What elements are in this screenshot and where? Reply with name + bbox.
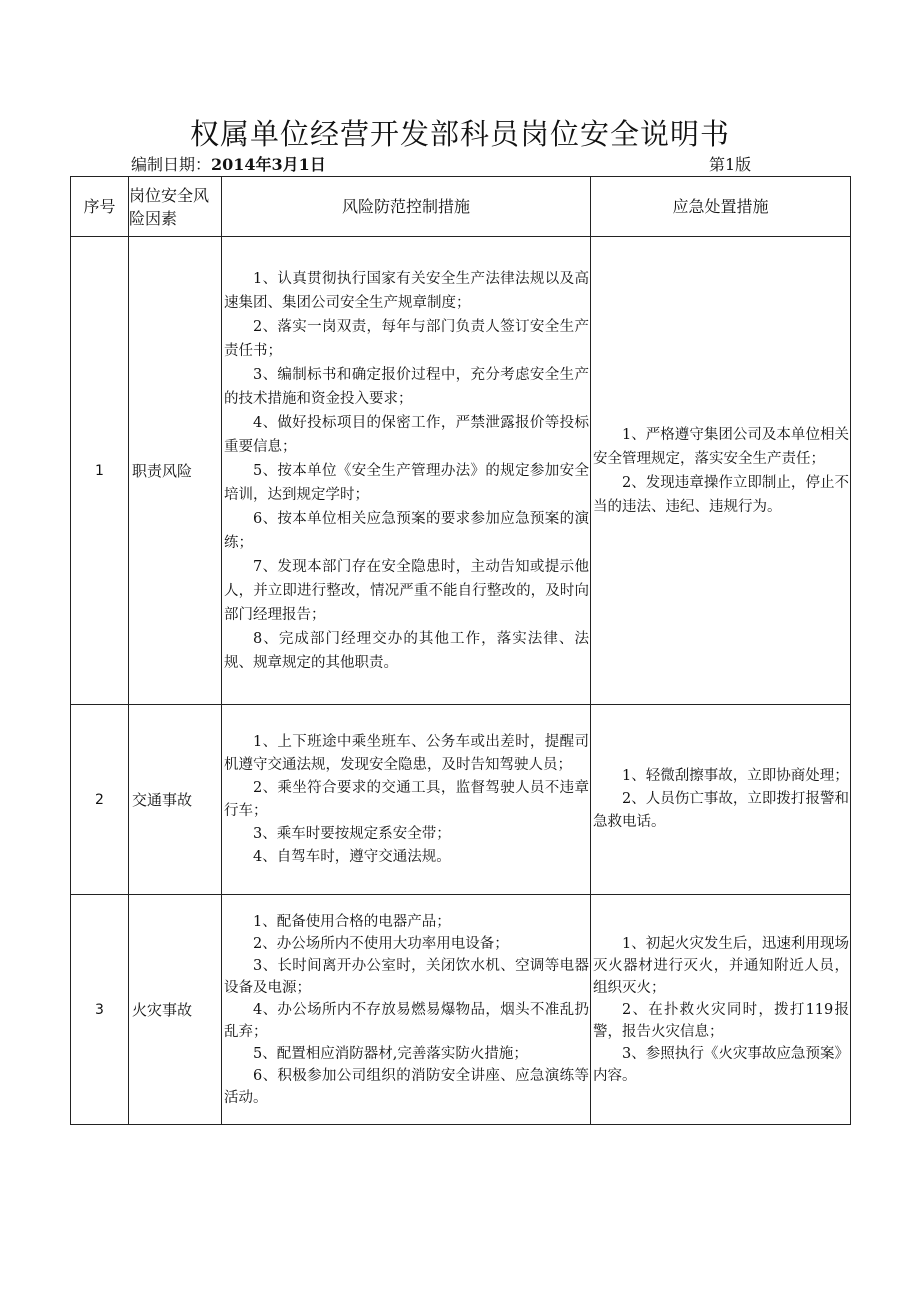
emergency-item: 1、初起火灾发生后，迅速利用现场灭火器材进行灭火，并通知附近人员，组织灭火；	[593, 935, 849, 996]
table-row	[71, 237, 851, 705]
row-number: 2	[71, 705, 129, 895]
measure-item: 4、办公场所内不存放易燃易爆物品，烟头不准乱扔乱弃；	[224, 1001, 589, 1040]
measure-item: 1、认真贯彻执行国家有关安全生产法律法规以及高速集团、集团公司安全生产规章制度；	[224, 270, 589, 311]
risk-factor: 火灾事故	[129, 895, 222, 1125]
measure-item: 7、发现本部门存在安全隐患时，主动告知或提示他人，并立即进行整改，情况严重不能自行整改的，及时向部门经理报告；	[224, 558, 589, 623]
header-risk-factor: 岗位安全风险因素	[129, 177, 222, 237]
table-row	[71, 705, 851, 895]
emergency-item: 2、发现违章操作立即制止，停止不当的违法、违纪、违规行为。	[593, 474, 849, 515]
compile-date	[131, 152, 326, 175]
compile-date-value: 2014年3月1日	[211, 155, 326, 174]
measure-item: 5、按本单位《安全生产管理办法》的规定参加安全培训，达到规定学时；	[224, 462, 589, 503]
measure-item: 2、乘坐符合要求的交通工具，监督驾驶人员不违章行车；	[224, 779, 589, 819]
measure-item: 3、编制标书和确定报价过程中，充分考虑安全生产的技术措施和资金投入要求；	[224, 366, 589, 407]
measure-item: 6、积极参加公司组织的消防安全讲座、应急演练等活动。	[224, 1067, 589, 1106]
compile-date-label: 编制日期：	[131, 155, 212, 174]
risk-factor: 职责风险	[129, 237, 222, 705]
header-no: 序号	[71, 177, 129, 237]
header-control-measures: 风险防范控制措施	[222, 177, 591, 237]
measure-item: 2、落实一岗双责，每年与部门负责人签订安全生产责任书；	[224, 318, 589, 359]
measure-item: 1、配备使用合格的电器产品；	[253, 913, 451, 930]
control-measures	[222, 895, 591, 1125]
emergency-measures	[591, 705, 851, 895]
measure-item: 8、完成部门经理交办的其他工作，落实法律、法规、规章规定的其他职责。	[224, 630, 589, 671]
emergency-measures	[591, 237, 851, 705]
measure-item: 3、长时间离开办公室时，关闭饮水机、空调等电器设备及电源；	[224, 957, 589, 996]
emergency-item: 1、严格遵守集团公司及本单位相关安全管理规定，落实安全生产责任；	[593, 426, 849, 467]
emergency-item: 2、人员伤亡事故，立即拨打报警和急救电话。	[593, 791, 849, 830]
measure-item: 5、配置相应消防器材,完善落实防火措施；	[253, 1045, 528, 1062]
measure-item: 6、按本单位相关应急预案的要求参加应急预案的演练；	[224, 510, 589, 551]
safety-table	[70, 176, 851, 1125]
header-emergency-measures: 应急处置措施	[591, 177, 851, 237]
emergency-measures	[591, 895, 851, 1125]
document-title: 权属单位经营开发部科员岗位安全说明书	[189, 117, 730, 151]
emergency-item: 1、轻微刮擦事故，立即协商处理；	[622, 768, 849, 784]
table-row	[71, 895, 851, 1125]
measure-item: 1、上下班途中乘坐班车、公务车或出差时，提醒司机遵守交通法规，发现安全隐患，及时告知驾驶人员；	[224, 733, 589, 773]
control-measures	[222, 705, 591, 895]
measure-item: 3、乘车时要按规定系安全带；	[253, 825, 451, 842]
emergency-item: 3、参照执行《火灾事故应急预案》内容。	[593, 1045, 849, 1084]
control-measures	[222, 237, 591, 705]
emergency-item: 2、在扑救火灾同时，拨打119报警，报告火灾信息；	[593, 1001, 849, 1040]
measure-item: 2、办公场所内不使用大功率用电设备；	[253, 935, 509, 952]
risk-factor: 交通事故	[129, 705, 222, 895]
row-number: 3	[71, 895, 129, 1125]
measure-item: 4、自驾车时，遵守交通法规。	[253, 848, 451, 865]
header-row	[71, 177, 851, 237]
measure-item: 4、做好投标项目的保密工作，严禁泄露报价等投标重要信息；	[224, 414, 589, 455]
version-label: 第1版	[709, 155, 752, 174]
row-number: 1	[71, 237, 129, 705]
